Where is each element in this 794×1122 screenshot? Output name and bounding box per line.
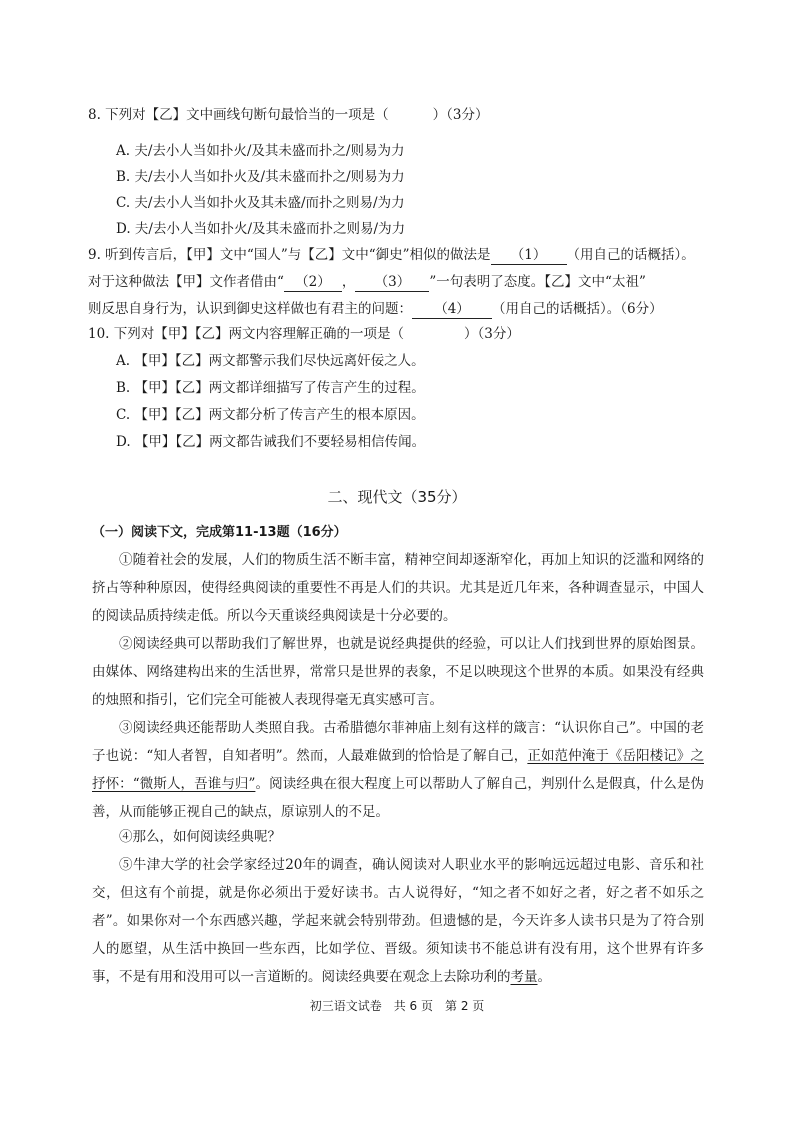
blank-3: （3）	[355, 273, 429, 292]
question-9-hint-1: （用自己的话概括）。	[566, 247, 695, 263]
underlined-sentence: 正如范仲淹于《岳阳楼记》之抒怀：“微斯人，吾谁与归”	[92, 748, 704, 792]
question-10-option-a: A. 【甲】【乙】两文都警示我们尽快远离奸佞之人。	[116, 353, 425, 369]
question-10-stem	[88, 325, 520, 343]
question-10-option-c: C. 【甲】【乙】两文都分析了传言产生的根本原因。	[116, 407, 425, 423]
paragraph-4: ④那么，如何阅读经典呢？	[119, 829, 281, 845]
question-9-hint-2: （用自己的话概括）。（6分）	[492, 301, 663, 317]
blank-4: （4）	[412, 300, 492, 319]
paragraph-3	[92, 714, 704, 826]
paragraph-5	[92, 851, 704, 991]
question-8-score: ）（3分）	[432, 107, 489, 123]
question-8-stem	[88, 106, 489, 124]
question-9-line-2	[88, 273, 646, 292]
question-8-option-c: C. 夫/去小人当如扑火及其未盛/而扑之则易/为力	[116, 195, 405, 211]
paragraph-2: ②阅读经典可以帮助我们了解世界，也就是说经典提供的经验，可以让人们找到世界的原始图景。由媒体、网络建构出来的生活世界，常常只是世界的表象，不足以映现这个世界的本质。如果没有经典的烛照和指引，它们完全可能被人表现得毫无真实感可言。	[92, 636, 704, 708]
paragraph-3-text-a: ③阅读经典还能帮助人类照自我。古希腊德尔菲神庙上刻有这样的箴言：“认识你自己”。中国的老子也说：“知人者智，自知者明”。然而，人最难做到的恰恰是了解自己，	[92, 720, 704, 764]
underlined-word: 考量	[510, 969, 538, 985]
question-10-option-d: D. 【甲】【乙】两文都告诫我们不要轻易相信传闻。	[116, 434, 426, 450]
question-10-score: ）（3分）	[464, 326, 520, 342]
question-9-text-1: 9. 听到传言后，【甲】文中“国人”与【乙】文中“御史”相似的做法是	[88, 247, 491, 263]
comma: ，	[341, 274, 356, 290]
subsection-heading: （一）阅读下文，完成第11-13题（16分）	[92, 525, 347, 540]
paragraph-1: ①随着社会的发展，人们的物质生活不断丰富，精神空间却逐渐窄化，再加上知识的泛滥和网络的挤占等种种原因，使得经典阅读的重要性不再是人们的共识。尤其是近几年来，各种调查显示，中国人的阅读品质持续走低。所以今天重谈经典阅读是十分必要的。	[92, 552, 704, 624]
question-10-text: 10. 下列对【甲】【乙】两文内容理解正确的一项是（	[88, 326, 405, 342]
paragraph-5-text-b: 。	[537, 969, 551, 985]
question-9-text-3: ”一句表明了态度。【乙】文中“太祖”	[429, 274, 646, 290]
blank-1: （1）	[491, 246, 567, 265]
question-10-option-b: B. 【甲】【乙】两文都详细描写了传言产生的过程。	[116, 380, 425, 396]
question-9-text-4: 则反思自身行为，认识到御史这样做也有君主的问题：	[88, 301, 412, 317]
section-title: 二、现代文（35分）	[327, 488, 467, 506]
question-8-option-a: A. 夫/去小人当如扑火/及其未盛而扑之/则易为力	[116, 143, 405, 159]
question-8-text: 8. 下列对【乙】文中画线句断句最恰当的一项是（	[88, 107, 389, 123]
paragraph-3-text-b: 。阅读经典在很大程度上可以帮助人了解自己，判别什么是假真，什么是伪善，从而能够正视自己的缺点，原谅别人的不足。	[92, 776, 704, 820]
page-footer: 初三语文试卷 共 6 页 第 2 页	[309, 999, 485, 1013]
question-8-option-b: B. 夫/去小人当如扑火及/其未盛而扑之/则易为力	[116, 169, 405, 185]
question-9-text-2: 对于这种做法【甲】文作者借由“	[88, 274, 284, 290]
question-9-line-3	[88, 300, 663, 319]
paragraph-5-text-a: ⑤牛津大学的社会学家经过20年的调查，确认阅读对人职业水平的影响远远超过电影、音乐和社交，但这有个前提，就是你必须出于爱好读书。古人说得好，“知之者不如好之者，好之者不如乐之者”。如果你对一个东西感兴趣，学起来就会特别带劲。但遗憾的是，今天许多人读书只是为了符合别人的愿望，从生活中换回一些东西，比如学位、晋级。须知读书不能总讲有没有用，这个世界有许多事，不是有用和没用可以一言道断的。阅读经典要在观念上去除功利的	[92, 857, 704, 985]
question-9-line-1	[88, 246, 695, 265]
blank-2: （2）	[284, 273, 342, 292]
question-8-option-d: D. 夫/去小人当如扑火/及其未盛而扑之则易/为力	[116, 221, 406, 237]
